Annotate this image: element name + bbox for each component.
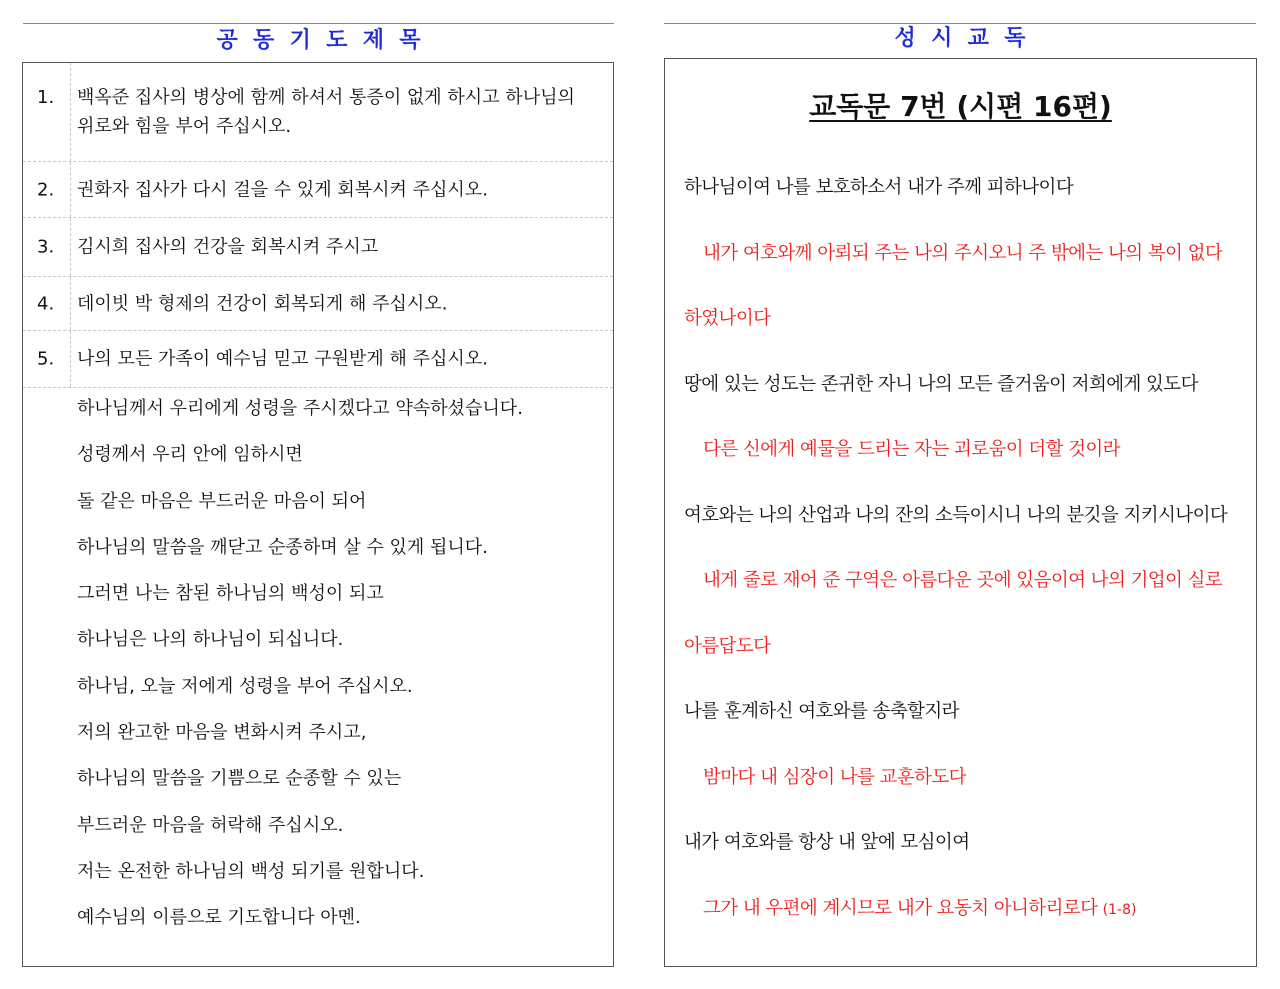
scripture-column-title: 성 시 교 독 (894, 26, 1026, 51)
congregation-verse-text: 그가 내 우편에 계시므로 내가 요동치 아니하리로다 (703, 897, 1098, 919)
prayer-request-text (77, 63, 613, 141)
scripture-title (665, 87, 1256, 127)
prayer-request-text: 데이빗 박 형제의 건강이 회복되게 해 주십시오. (77, 293, 448, 314)
prayer-request-number-cell (23, 63, 71, 161)
common-prayer-line: 하나님께서 우리에게 성령을 주시겠다고 약속하셨습니다. (77, 398, 523, 419)
prayer-request-text: 나의 모든 가족이 예수님 믿고 구원받게 해 주십시오. (77, 348, 488, 370)
prayer-request-number-cell (23, 218, 71, 276)
prayer-request-list (23, 63, 613, 388)
prayer-request-item (23, 277, 613, 331)
common-prayer-line: 부드러운 마음을 허락해 주십시오. (77, 814, 344, 836)
prayer-column-header (23, 23, 614, 58)
congregation-verse: 내가 여호와께 아뢰되 주는 나의 주시오니 주 밖에는 나의 복이 없다 (703, 242, 1223, 264)
leader-verse: 땅에 있는 성도는 존귀한 자니 나의 모든 즐거움이 저희에게 있도다 (684, 373, 1198, 395)
common-prayer-line: 저는 온전한 하나님의 백성 되기를 원합니다. (77, 860, 425, 882)
prayer-request-text: 김시희 집사의 건강을 회복시켜 주시고 (77, 236, 379, 258)
common-prayer-line: 저의 완고한 마음을 변화시켜 주시고, (77, 722, 367, 744)
prayer-request-item (23, 162, 613, 218)
common-prayer-body (77, 394, 597, 950)
prayer-request-number: 3. (37, 236, 55, 258)
scripture-column-header (664, 23, 1256, 58)
common-prayer-line: 하나님은 나의 하나님이 되십니다. (77, 629, 344, 651)
common-prayer-line: 돌 같은 마음은 부드러운 마음이 되어 (77, 490, 367, 512)
common-prayer-line: 하나님의 말씀을 깨닫고 순종하며 살 수 있게 됩니다. (77, 536, 488, 558)
verse-reference: (1-8) (1102, 901, 1137, 918)
prayer-request-number: 2. (37, 179, 55, 200)
prayer-panel (22, 62, 614, 967)
responsive-reading (684, 155, 1252, 943)
congregation-verse: 밤마다 내 심장이 나를 교훈하도다 (703, 766, 966, 788)
scripture-title-text: 교독문 7번 (시편 16편) (809, 90, 1112, 123)
prayer-column-title: 공 동 기 도 제 목 (216, 28, 421, 53)
leader-verse: 내가 여호와를 항상 내 앞에 모심이여 (684, 832, 970, 853)
prayer-request-number-cell (23, 331, 71, 387)
prayer-request-text-line: 위로와 힘을 부어 주십시오. (77, 116, 292, 137)
prayer-request-number-cell (23, 277, 71, 330)
common-prayer-line: 그러면 나는 참된 하나님의 백성이 되고 (77, 583, 384, 605)
common-prayer-line: 하나님의 말씀을 기쁨으로 순종할 수 있는 (77, 768, 402, 790)
congregation-verse (684, 876, 1252, 944)
congregation-verse: 내게 줄로 재어 준 구역은 아름다운 곳에 있음이여 나의 기업이 실로 (703, 570, 1223, 591)
prayer-request-number: 5. (37, 348, 55, 370)
leader-verse: 하나님이여 나를 보호하소서 내가 주께 피하나이다 (684, 177, 1074, 198)
prayer-request-item (23, 218, 613, 277)
congregation-verse: 다른 신에게 예물을 드리는 자는 괴로움이 더할 것이라 (703, 439, 1120, 460)
prayer-request-text-line: 백옥준 집사의 병상에 함께 하셔서 통증이 없게 하시고 하나님의 (77, 87, 575, 108)
congregation-verse-continued: 아름답도다 (684, 635, 771, 657)
scripture-panel (664, 58, 1257, 967)
common-prayer-line: 하나님, 오늘 저에게 성령을 부어 주십시오. (77, 675, 413, 697)
leader-verse: 나를 훈계하신 여호와를 송축할지라 (684, 701, 959, 722)
prayer-request-number-cell (23, 162, 71, 217)
prayer-request-number: 4. (37, 293, 55, 314)
common-prayer-line: 예수님의 이름으로 기도합니다 아멘. (77, 907, 361, 929)
leader-verse: 여호와는 나의 산업과 나의 잔의 소득이시니 나의 분깃을 지키시나이다 (684, 504, 1228, 526)
common-prayer-line: 성령께서 우리 안에 임하시면 (77, 444, 303, 466)
prayer-request-text: 권화자 집사가 다시 걸을 수 있게 회복시켜 주십시오. (77, 179, 488, 200)
prayer-request-item (23, 63, 613, 162)
congregation-verse-continued: 하였나이다 (684, 308, 771, 329)
prayer-request-item (23, 331, 613, 388)
prayer-request-number: 1. (37, 87, 55, 108)
